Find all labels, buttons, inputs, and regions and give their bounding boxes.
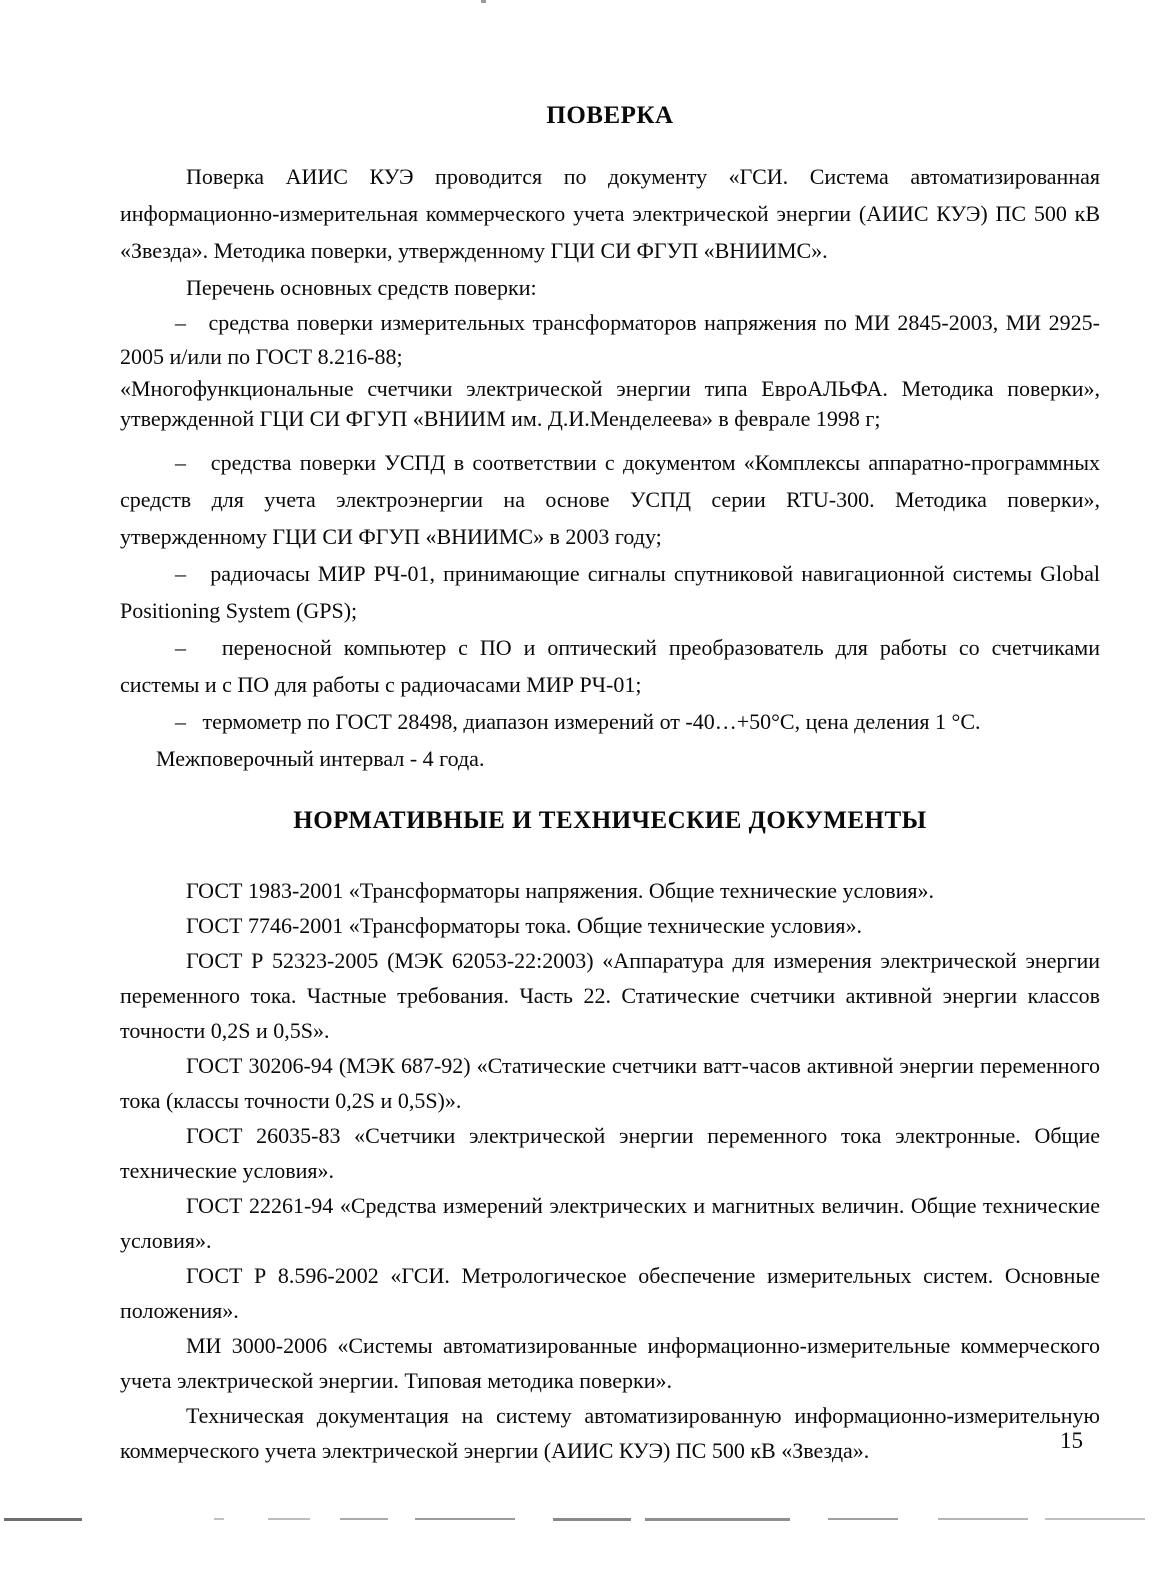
section-title-verification: ПОВЕРКА [546, 102, 674, 129]
intro-paragraph: Поверка АИИС КУЭ проводится по документу «ГСИ. Система автоматизированная информационно-измерительная коммерческого учета электрической энергии (АИИС КУЭ) ПС 500 кВ «Звезда». Методика поверки, утвержденному ГЦИ СИ ФГУП «ВНИИМС». [120, 164, 1100, 263]
section-title-documents: НОРМАТИВНЫЕ И ТЕХНИЧЕСКИЕ ДОКУМЕНТЫ [293, 807, 927, 834]
scan-artifact-line [4, 1518, 82, 1521]
list-intro-paragraph: Перечень основных средств поверки: [186, 275, 537, 300]
scan-artifact-line [340, 1518, 388, 1520]
list-item-radio-clock: – радиочасы МИР РЧ-01, принимающие сигналы спутниковой навигационной системы Global Positioning System (GPS); [120, 561, 1100, 623]
document-content [120, 0, 1100, 1468]
scan-artifact-line [553, 1518, 631, 1521]
document-reference-item: ГОСТ Р 52323-2005 (МЭК 62053-22:2003) «Аппаратура для измерения электрической энергии переменного тока. Частные требования. Часть 22. Статические счетчики активной энергии классов точности 0,2S и 0,5S». [120, 948, 1100, 1043]
document-reference-item: МИ 3000-2006 «Системы автоматизированные информационно-измерительные коммерческого учета электрической энергии. Типовая методика поверки». [120, 1333, 1100, 1393]
document-reference-item: ГОСТ 7746-2001 «Трансформаторы тока. Общие технические условия». [186, 913, 862, 938]
scan-artifact-line [415, 1518, 515, 1520]
scan-artifact-line [268, 1518, 310, 1520]
document-reference-item: ГОСТ 22261-94 «Средства измерений электрических и магнитных величин. Общие технические условия». [120, 1193, 1100, 1253]
document-reference-item: ГОСТ 1983-2001 «Трансформаторы напряжения. Общие технические условия». [186, 878, 934, 903]
scan-artifact-line [1045, 1518, 1145, 1520]
list-item-uspd: – средства поверки УСПД в соответствии с документом «Комплексы аппаратно-программных средств для учета электроэнергии на основе УСПД серии RTU-300. Методика поверки», утвержденному ГЦИ СИ ФГУП «ВНИИМС» в 2003 году; [120, 450, 1100, 549]
meters-note-paragraph: «Многофункциональные счетчики электрической энергии типа ЕвроАЛЬФА. Методика поверки», утвержденной ГЦИ СИ ФГУП «ВНИИМ им. Д.И.Менделеева» в феврале 1998 г; [120, 376, 1100, 431]
document-reference-item: ГОСТ 30206-94 (МЭК 687-92) «Статические счетчики ватт-часов активной энергии переменного тока (классы точности 0,2S и 0,5S)». [120, 1053, 1100, 1113]
scan-artifact-line [828, 1518, 898, 1520]
scan-artifact-line [214, 1518, 224, 1520]
list-item-transformers: – средства поверки измерительных трансформаторов напряжения по МИ 2845-2003, МИ 2925-2005 и/или по ГОСТ 8.216-88; [120, 310, 1100, 369]
list-item-thermometer: – термометр по ГОСТ 28498, диапазон измерений от -40…+50°С, цена деления 1 °С. [175, 709, 981, 734]
scan-artifact-line [938, 1518, 1028, 1520]
document-reference-item: ГОСТ 26035-83 «Счетчики электрической энергии переменного тока электронные. Общие технические условия». [120, 1123, 1100, 1183]
scan-artifact-line [645, 1518, 790, 1521]
page-number: 15 [1060, 1428, 1083, 1453]
section-verification [120, 102, 1100, 777]
document-reference-item: ГОСТ Р 8.596-2002 «ГСИ. Метрологическое обеспечение измерительных систем. Основные положения». [120, 1263, 1100, 1323]
section-normative-documents [120, 807, 1100, 1468]
document-reference-item: Техническая документация на систему автоматизированную информационно-измерительную коммерческого учета электрической энергии (АИИС КУЭ) ПС 500 кВ «Звезда». [120, 1403, 1100, 1463]
interval-paragraph: Межповерочный интервал - 4 года. [156, 746, 485, 771]
list-item-computer: – переносной компьютер с ПО и оптический преобразователь для работы со счетчиками системы и с ПО для работы с радиочасами МИР РЧ-01; [120, 635, 1100, 697]
